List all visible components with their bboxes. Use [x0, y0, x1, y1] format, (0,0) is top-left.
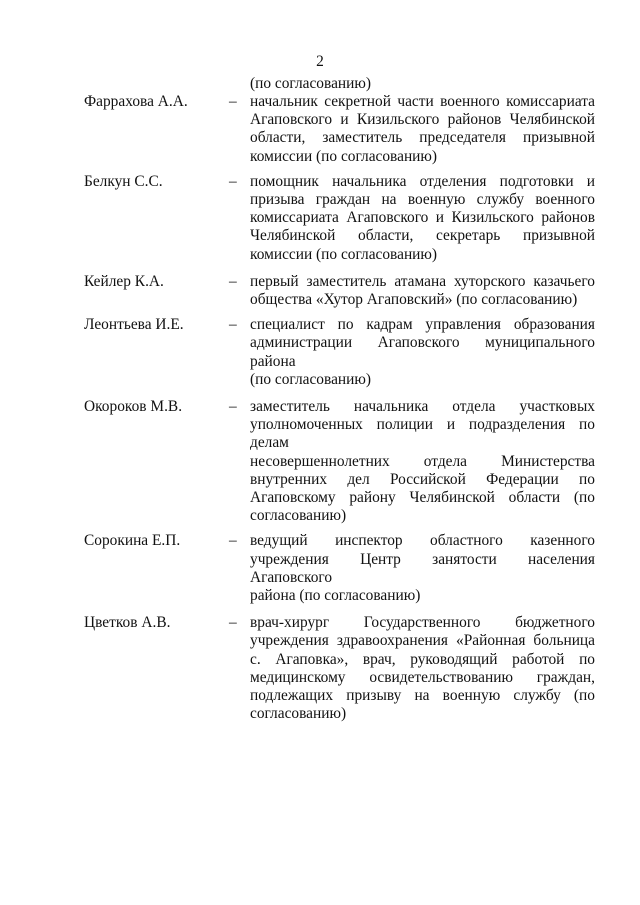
- dash-separator: –: [229, 93, 237, 110]
- position-line: заместитель начальника отдела участковых: [250, 398, 595, 416]
- position-line: несовершеннолетних отдела Министерства: [250, 452, 595, 470]
- member-entry: [0, 93, 640, 166]
- position-line: учреждения Центр занятости населения Агаповского: [250, 550, 595, 586]
- member-position: [250, 93, 595, 166]
- position-line: администрации Агаповского муниципального района: [250, 334, 595, 370]
- position-line: Агаповского и Кизильского районов Челябинской: [250, 111, 595, 129]
- dash-separator: –: [229, 614, 237, 632]
- position-line: области, заместитель председателя призывной: [250, 129, 595, 147]
- member-position: [250, 532, 595, 605]
- continuation-text: (по согласованию): [250, 75, 371, 92]
- member-position: [250, 398, 595, 525]
- member-entry: [0, 614, 640, 723]
- position-line: начальник секретной части военного комиссариата: [250, 93, 595, 110]
- member-position: [250, 614, 595, 723]
- dash-separator: –: [229, 316, 237, 334]
- position-line: подлежащих призыву на военную службу (по: [250, 687, 595, 705]
- member-position: [250, 273, 595, 309]
- position-line: помощник начальника отделения подготовки и: [250, 172, 595, 190]
- position-line: с. Агаповка», врач, руководящий работой по: [250, 650, 595, 668]
- position-line: первый заместитель атамана хуторского казачьего: [250, 272, 595, 290]
- dash-separator: –: [229, 532, 237, 550]
- member-name: Окороков М.В.: [84, 398, 183, 416]
- position-line: комиссии (по согласованию): [250, 245, 438, 263]
- position-line: согласованию): [250, 507, 347, 525]
- member-name: Цветков А.В.: [84, 614, 171, 632]
- member-position: [250, 316, 595, 389]
- member-entry: [0, 532, 640, 605]
- position-line: согласованию): [250, 705, 347, 723]
- position-line: (по согласованию): [250, 370, 371, 388]
- member-name: Фаррахова А.А.: [84, 93, 188, 110]
- commission-member-list: [0, 93, 640, 724]
- position-line: комиссариата Агаповского и Кизильского районов: [250, 209, 595, 227]
- position-line: общества «Хутор Агаповский» (по согласованию): [250, 291, 578, 309]
- position-line: Агаповскому району Челябинской области (по: [250, 489, 595, 507]
- member-position: [250, 173, 595, 264]
- member-name: Белкун С.С.: [84, 172, 163, 190]
- member-entry: [0, 273, 640, 309]
- dash-separator: –: [229, 398, 237, 416]
- member-entry: [0, 316, 640, 389]
- position-line: уполномоченных полиции и подразделения по делам: [250, 416, 595, 452]
- position-line: комиссии (по согласованию): [250, 147, 438, 165]
- dash-separator: –: [229, 172, 237, 190]
- member-name: Сорокина Е.П.: [84, 532, 181, 550]
- position-line: врач-хирург Государственного бюджетного: [250, 614, 595, 632]
- member-name: Леонтьева И.Е.: [84, 316, 184, 334]
- position-line: призыва граждан на военную службу военного: [250, 191, 595, 209]
- member-entry: [0, 173, 640, 264]
- dash-separator: –: [229, 272, 237, 290]
- position-line: района (по согласованию): [250, 587, 421, 605]
- position-line: медицинскому освидетельствованию граждан,: [250, 668, 595, 686]
- position-line: Челябинской области, секретарь призывной: [250, 227, 595, 245]
- position-line: внутренних дел Российской Федерации по: [250, 470, 595, 488]
- page-number: 2: [316, 53, 324, 70]
- member-entry: [0, 398, 640, 525]
- member-name: Кейлер К.А.: [84, 272, 164, 290]
- position-line: ведущий инспектор областного казенного: [250, 532, 595, 550]
- position-line: учреждения здравоохранения «Районная больница: [250, 632, 595, 650]
- position-line: специалист по кадрам управления образования: [250, 316, 595, 334]
